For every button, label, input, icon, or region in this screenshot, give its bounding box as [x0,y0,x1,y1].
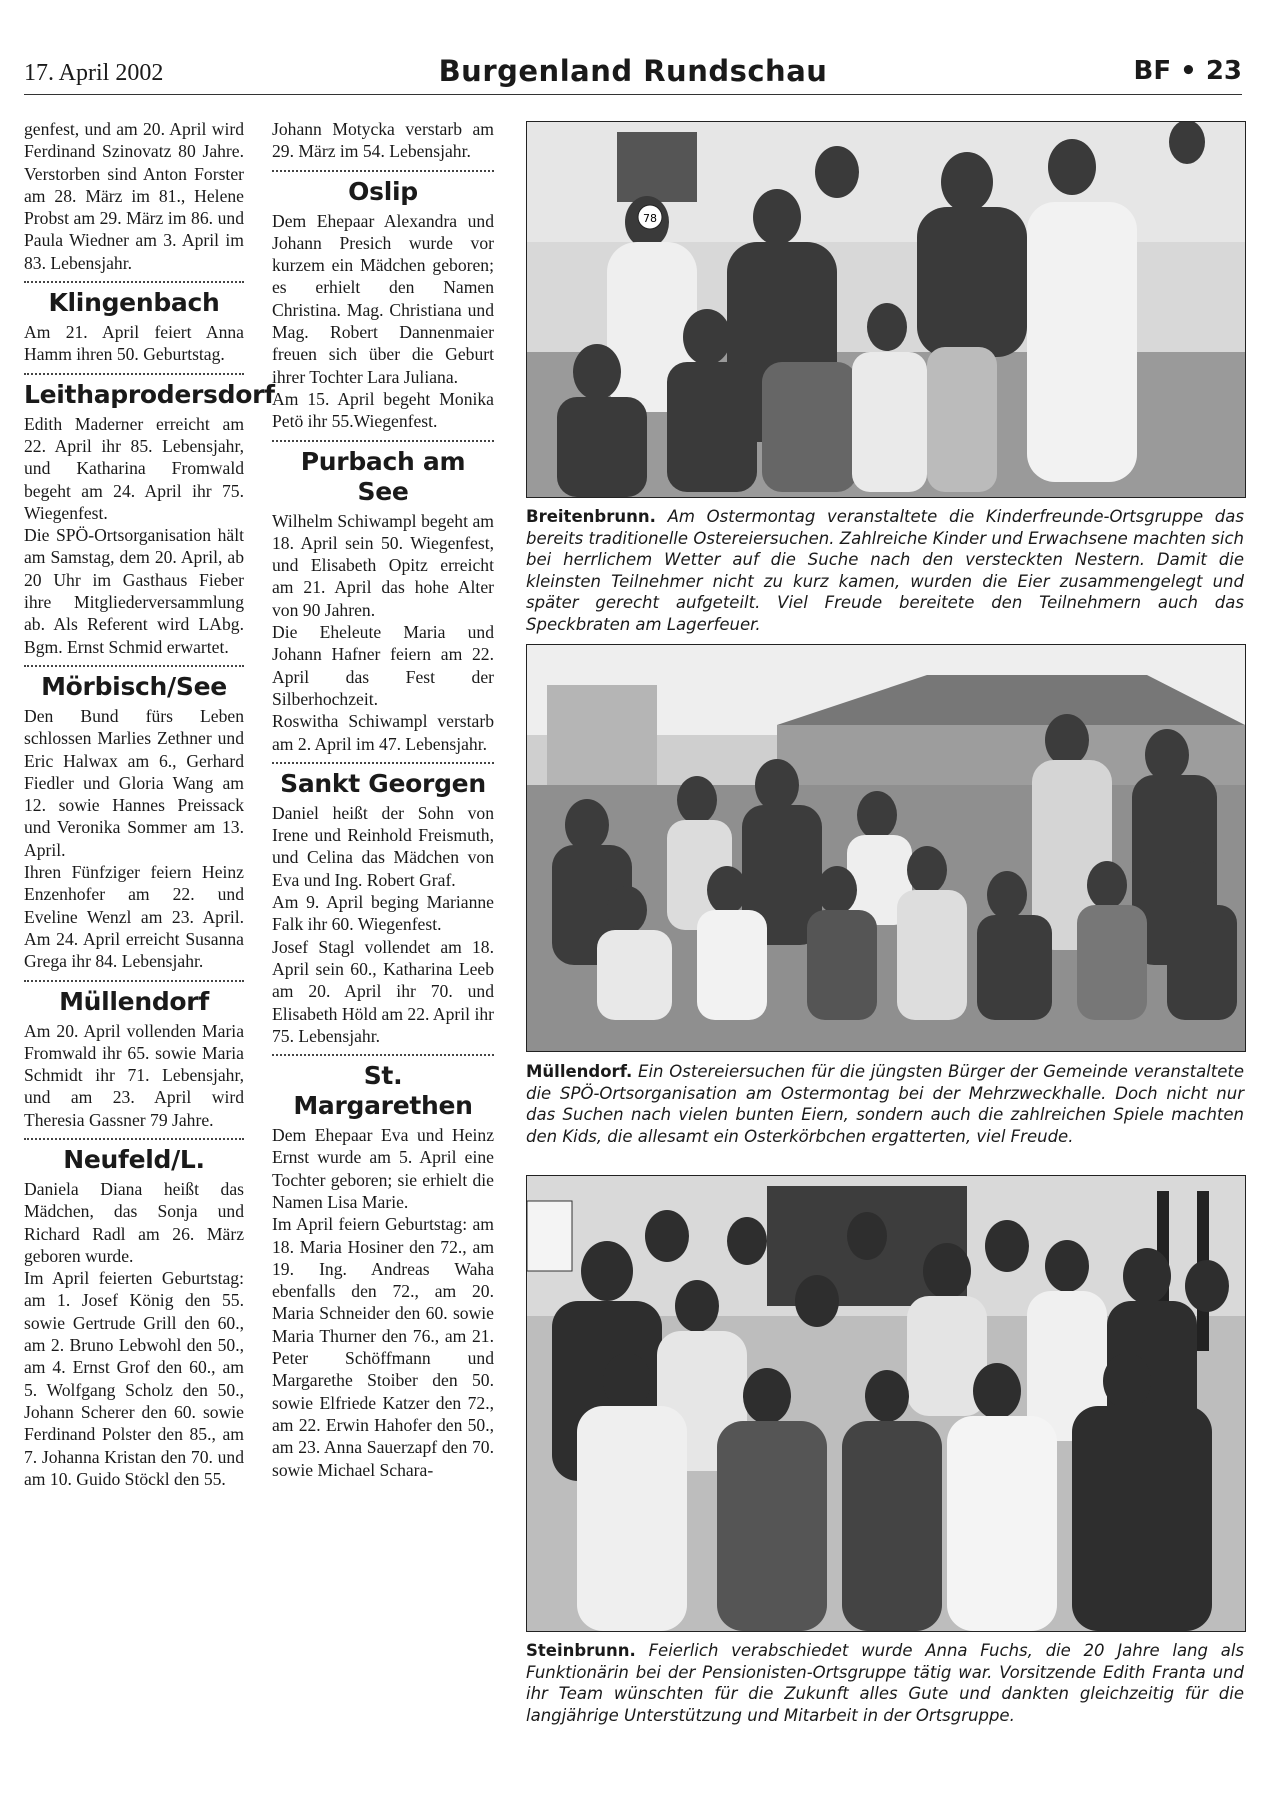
section-heading-muellendorf: Müllendorf [59,986,209,1016]
dotted-divider [24,281,244,283]
paragraph: Daniela Diana heißt das Mädchen, das Sonja und Richard Radl am 26. März geboren wurde. [24,1178,244,1266]
paragraph: Am 20. April vollenden Maria Fromwald ihr 65. sowie Maria Schmidt ihr 71. Lebensjahr, und am 23. April wird Theresia Gassner 79 Jahre. [24,1020,244,1130]
article-column-1 [24,118,275,1490]
caption-place: Müllendorf. [526,1062,633,1081]
photo-breitenbrunn [526,121,1246,498]
paragraph: Edith Maderner erreicht am 22. April ihr 85. Lebensjahr, und Katharina Fromwald begeht am 24. April ihr 75. Wiegenfest. [24,413,244,523]
section-heading-leithaprodersdorf: Leithaprodersdorf [24,379,275,409]
section-heading-sankt-georgen: Sankt Georgen [280,768,486,798]
section-heading-oslip: Oslip [348,176,418,206]
section-heading-klingenbach: Klingenbach [48,288,220,318]
article-column-2 [272,118,494,1481]
page-header [24,54,1242,95]
photo-caption-muellendorf [526,1061,1244,1147]
paragraph: Im April feiern Geburtstag: am 18. Maria Hosiner den 72., am 19. Ing. Andreas Waha ebenfalls den 72., am 20. Maria Schneider den 60. sowie Maria Thurner den 76., am 21. Peter Schöffmann und Margarethe Stoiber den 50. sowie Elfriede Katzer den 72., am 22. Erwin Hahofer den 50., am 23. Anna Sauerzapf den 70. sowie Michael Schara- [272,1214,494,1480]
paragraph: Dem Ehepaar Alexandra und Johann Presich wurde vor kurzem ein Mädchen geboren; es erhielt den Namen Christina. Mag. Christiana und Mag. Robert Dannenmaier freuen sich über die Geburt ihrer Tochter Lara Juliana. [272,210,494,387]
paragraph: Josef Stagl vollendet am 18. April sein 60., Katharina Leeb am 20. April ihr 70. und Elisabeth Höld am 22. April ihr 75. Lebensjahr. [272,936,494,1046]
photo-steinbrunn [526,1175,1246,1632]
dotted-divider [24,373,244,375]
page-number: BF • 23 [1133,56,1242,86]
section-heading-moerbisch: Mörbisch/See [41,671,227,701]
start-number-badge: 78 [643,212,657,225]
paragraph: Die SPÖ-Ortsorganisation hält am Samstag, dem 20. April, ab 20 Uhr im Gasthaus Fieber ihre Mitgliederversammlung ab. Als Referent wird LAbg. Bgm. Ernst Schmid erwartet. [24,525,244,657]
caption-text: Ein Ostereiersuchen für die jüngsten Bürger der Gemeinde veranstaltete die SPÖ-Ortsorganisation am Ostermontag bei der Mehrzweckhalle. Doch nicht nur das Suchen nach vielen bunten Eiern, sondern auch die zahlreichen Spiele machten den Kids, die allesamt ein Osterkörbchen ergatterten, viel Freude. [526,1062,1245,1146]
photo-caption-steinbrunn [526,1640,1244,1726]
paragraph: Roswitha Schiwampl verstarb am 2. April im 47. Lebensjahr. [272,711,494,754]
caption-text: Am Ostermontag veranstaltete die Kinderfreunde-Ortsgruppe das bereits traditionelle Ostereiersuchen. Zahlreiche Kinder und Erwachsene machten sich bei herrlichem Wetter auf die Suche nach den versteckten Nestern. Damit die kleinsten Teilnehmer nicht zu kurz kamen, wurden die Eier zusammengelegt und später gerecht aufgeteilt. Viel Freude bereitete den Teilnehmern auch das Speckbraten am Lagerfeuer. [526,507,1244,634]
caption-text: Feierlich verabschiedet wurde Anna Fuchs, die 20 Jahre lang als Funktionärin bei der Pensionisten-Ortsgruppe tätig war. Vorsitzende Edith Franta und ihr Team wünschten für die Zukunft alles Gute und dankten gleichzeitig für die langjährige Unterstützung und Mitarbeit in der Ortsgruppe. [526,1641,1245,1725]
paragraph: Dem Ehepaar Eva und Heinz Ernst wurde am 5. April eine Tochter geboren; sie erhielt die Namen Lisa Marie. [272,1125,494,1212]
paragraph: Am 9. April beging Marianne Falk ihr 60. Wiegenfest. [272,892,494,935]
paragraph: genfest, und am 20. April wird Ferdinand Szinovatz 80 Jahre. Verstorben sind Anton Forster am 28. März im 81., Helene Probst am 29. März im 86. und Paula Wiedner am 3. April im 83. Lebensjahr. [24,119,244,273]
paragraph: Am 15. April begeht Monika Petö ihr 55.Wiegenfest. [272,388,494,432]
dotted-divider [24,980,244,982]
section-heading-purbach: Purbach am See [300,446,466,506]
paragraph: Am 21. April feiert Anna Hamm ihren 50. Geburtstag. [24,322,244,365]
dotted-divider [272,170,494,172]
paragraph: Im April feierten Geburtstag: am 1. Josef König den 55. sowie Gertrude Grill den 60., am 2. Bruno Lebwohl den 50., am 4. Ernst Grof den 60., am 5. Wolfgang Scholz den 50., Johann Scherer den 60. sowie Ferdinand Polster den 85., am 7. Johanna Kristan den 70. und am 10. Guido Stöckl den 55. [24,1268,244,1489]
paragraph: Den Bund fürs Leben schlossen Marlies Zethner und Eric Halwax am 6., Gerhard Fiedler und Gloria Wang am 12. sowie Hannes Preissack und Veronika Sommer am 13. April. [24,705,244,860]
dotted-divider [24,665,244,667]
section-heading-st-margarethen: St. Margarethen [293,1061,473,1121]
dotted-divider [272,440,494,442]
caption-place: Breitenbrunn. [526,507,656,526]
section-heading-neufeld: Neufeld/L. [63,1144,205,1174]
caption-place: Steinbrunn. [526,1641,636,1660]
newspaper-title: Burgenland Rundschau [438,54,828,88]
dotted-divider [272,762,494,764]
paragraph: Die Eheleute Maria und Johann Hafner feiern am 22. April das Fest der Silberhochzeit. [272,622,494,709]
paragraph: Daniel heißt der Sohn von Irene und Reinhold Freismuth, und Celina das Mädchen von Eva und Ing. Robert Graf. [272,802,494,890]
photo-caption-breitenbrunn [526,506,1244,635]
dotted-divider [24,1138,244,1140]
paragraph: Ihren Fünfziger feiern Heinz Enzenhofer am 22. und Eveline Wenzl am 23. April. Am 24. April erreicht Susanna Grega ihr 84. Lebensjahr. [24,862,244,972]
issue-date: 17. April 2002 [24,60,164,86]
paragraph: Johann Motycka verstarb am 29. März im 54. Lebensjahr. [272,119,494,162]
photo-muellendorf [526,644,1246,1052]
dotted-divider [272,1054,494,1056]
paragraph: Wilhelm Schiwampl begeht am 18. April sein 50. Wiegenfest, und Elisabeth Opitz erreicht am 21. April das hohe Alter von 90 Jahren. [272,510,494,620]
